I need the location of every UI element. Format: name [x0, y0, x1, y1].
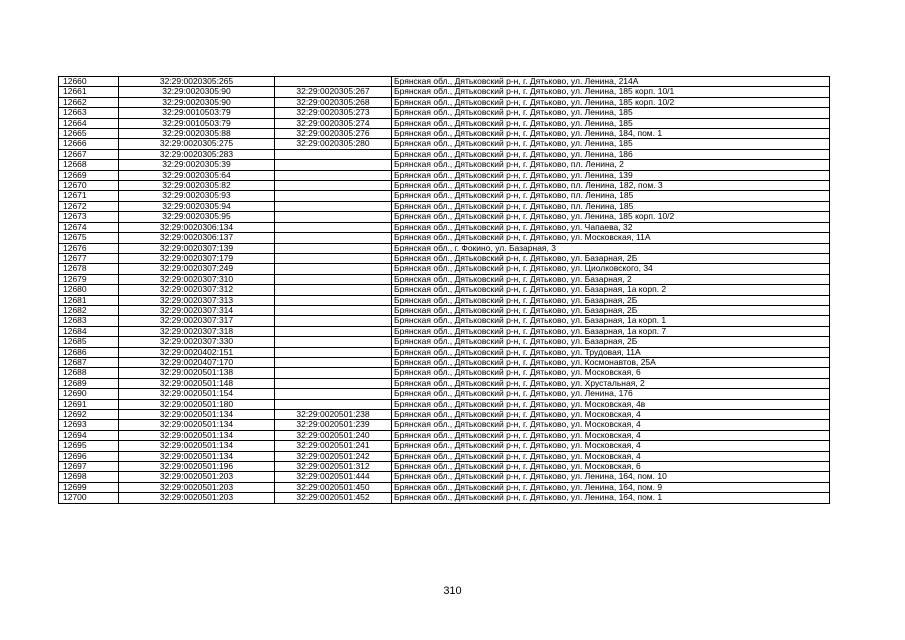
address-cell: Брянская обл., Дятьковский р-н, г. Дятьково, ул. Базарная, 2Б: [392, 253, 830, 263]
cadastral-number-cell: 32:29:0020501:138: [119, 368, 275, 378]
parent-cadastral-number-cell: 32:29:0020501:242: [275, 451, 392, 461]
address-cell: Брянская обл., Дятьковский р-н, г. Дятьково, ул. Циолковского, 34: [392, 264, 830, 274]
row-number-cell: 12680: [59, 285, 119, 295]
table-row: [59, 410, 830, 420]
parent-cadastral-number-cell: [275, 181, 392, 191]
cadastral-number-cell: 32:29:0020305:283: [119, 149, 275, 159]
parent-cadastral-number-cell: [275, 368, 392, 378]
address-cell: Брянская обл., Дятьковский р-н, г. Дятьково, ул. Чапаева, 32: [392, 222, 830, 232]
address-cell: Брянская обл., Дятьковский р-н, г. Дятьково, ул. Ленина, 184, пом. 1: [392, 129, 830, 139]
table-row: [59, 243, 830, 253]
cadastral-number-cell: 32:29:0020307:312: [119, 285, 275, 295]
address-cell: Брянская обл., г. Фокино, ул. Базарная, 3: [392, 243, 830, 253]
cadastral-number-cell: 32:29:0020305:88: [119, 129, 275, 139]
row-number-cell: 12670: [59, 181, 119, 191]
cadastral-number-cell: 32:29:0020501:148: [119, 378, 275, 388]
parent-cadastral-number-cell: [275, 316, 392, 326]
table-row: [59, 181, 830, 191]
parent-cadastral-number-cell: [275, 399, 392, 409]
cadastral-number-cell: 32:29:0020305:93: [119, 191, 275, 201]
cadastral-number-cell: 32:29:0020305:95: [119, 212, 275, 222]
address-cell: Брянская обл., Дятьковский р-н, г. Дятьково, ул. Ленина, 185 корп. 10/2: [392, 212, 830, 222]
parent-cadastral-number-cell: [275, 222, 392, 232]
parent-cadastral-number-cell: 32:29:0020501:240: [275, 430, 392, 440]
address-cell: Брянская обл., Дятьковский р-н, г. Дятьково, ул. Базарная, 2Б: [392, 305, 830, 315]
table-row: [59, 420, 830, 430]
address-cell: Брянская обл., Дятьковский р-н, г. Дятьково, ул. Московская, 4: [392, 430, 830, 440]
row-number-cell: 12668: [59, 160, 119, 170]
row-number-cell: 12694: [59, 430, 119, 440]
row-number-cell: 12691: [59, 399, 119, 409]
address-cell: Брянская обл., Дятьковский р-н, г. Дятьково, ул. Ленина, 176: [392, 389, 830, 399]
parent-cadastral-number-cell: [275, 170, 392, 180]
cadastral-number-cell: 32:29:0020305:64: [119, 170, 275, 180]
cadastral-number-cell: 32:29:0020307:249: [119, 264, 275, 274]
address-cell: Брянская обл., Дятьковский р-н, г. Дятьково, ул. Московская, 4: [392, 451, 830, 461]
address-cell: Брянская обл., Дятьковский р-н, г. Дятьково, ул. Ленина, 164, пом. 10: [392, 472, 830, 482]
cadastral-number-cell: 32:29:0020501:134: [119, 441, 275, 451]
row-number-cell: 12666: [59, 139, 119, 149]
cadastral-number-cell: 32:29:0020307:313: [119, 295, 275, 305]
address-cell: Брянская обл., Дятьковский р-н, г. Дятьково, пл. Ленина, 182, пом. 3: [392, 181, 830, 191]
parent-cadastral-number-cell: 32:29:0020501:238: [275, 410, 392, 420]
table-row: [59, 253, 830, 263]
row-number-cell: 12682: [59, 305, 119, 315]
row-number-cell: 12664: [59, 118, 119, 128]
cadastral-number-cell: 32:29:0020501:203: [119, 493, 275, 503]
cadastral-number-cell: 32:29:0020501:180: [119, 399, 275, 409]
row-number-cell: 12684: [59, 326, 119, 336]
row-number-cell: 12677: [59, 253, 119, 263]
row-number-cell: 12672: [59, 201, 119, 211]
cadastral-number-cell: 32:29:0020307:314: [119, 305, 275, 315]
address-cell: Брянская обл., Дятьковский р-н, г. Дятьково, ул. Московская, 6: [392, 368, 830, 378]
parent-cadastral-number-cell: [275, 264, 392, 274]
cadastral-number-cell: 32:29:0020501:134: [119, 420, 275, 430]
table-row: [59, 399, 830, 409]
address-cell: Брянская обл., Дятьковский р-н, г. Дятьково, пл. Ленина, 185: [392, 201, 830, 211]
cadastral-number-cell: 32:29:0020501:134: [119, 451, 275, 461]
row-number-cell: 12689: [59, 378, 119, 388]
parent-cadastral-number-cell: 32:29:0020501:312: [275, 462, 392, 472]
parent-cadastral-number-cell: 32:29:0020305:273: [275, 108, 392, 118]
address-cell: Брянская обл., Дятьковский р-н, г. Дятьково, ул. Ленина, 139: [392, 170, 830, 180]
table-row: [59, 378, 830, 388]
parent-cadastral-number-cell: 32:29:0020501:444: [275, 472, 392, 482]
table-row: [59, 462, 830, 472]
table-row: [59, 295, 830, 305]
table-row: [59, 472, 830, 482]
parent-cadastral-number-cell: 32:29:0020305:274: [275, 118, 392, 128]
address-cell: Брянская обл., Дятьковский р-н, г. Дятьково, пл. Ленина, 2: [392, 160, 830, 170]
cadastral-number-cell: 32:29:0020307:330: [119, 337, 275, 347]
row-number-cell: 12693: [59, 420, 119, 430]
row-number-cell: 12696: [59, 451, 119, 461]
parent-cadastral-number-cell: 32:29:0020305:268: [275, 97, 392, 107]
table-row: [59, 347, 830, 357]
row-number-cell: 12688: [59, 368, 119, 378]
table-row: [59, 482, 830, 492]
address-cell: Брянская обл., Дятьковский р-н, г. Дятьково, ул. Базарная, 1а корп. 2: [392, 285, 830, 295]
address-cell: Брянская обл., Дятьковский р-н, г. Дятьково, ул. Московская, 4: [392, 410, 830, 420]
cadastral-number-cell: 32:29:0020501:203: [119, 472, 275, 482]
parent-cadastral-number-cell: [275, 233, 392, 243]
cadastral-number-cell: 32:29:0020407:170: [119, 357, 275, 367]
cadastral-number-cell: 32:29:0020307:317: [119, 316, 275, 326]
cadastral-number-cell: 32:29:0020501:196: [119, 462, 275, 472]
row-number-cell: 12686: [59, 347, 119, 357]
cadastral-number-cell: 32:29:0020305:90: [119, 87, 275, 97]
parent-cadastral-number-cell: 32:29:0020305:276: [275, 129, 392, 139]
table-row: [59, 368, 830, 378]
row-number-cell: 12697: [59, 462, 119, 472]
cadastral-number-cell: 32:29:0020402:151: [119, 347, 275, 357]
parent-cadastral-number-cell: 32:29:0020305:267: [275, 87, 392, 97]
table-row: [59, 139, 830, 149]
parent-cadastral-number-cell: [275, 295, 392, 305]
table-row: [59, 160, 830, 170]
cadastral-number-cell: 32:29:0020501:154: [119, 389, 275, 399]
address-cell: Брянская обл., Дятьковский р-н, г. Дятьково, ул. Ленина, 185: [392, 108, 830, 118]
cadastral-number-cell: 32:29:0020305:94: [119, 201, 275, 211]
row-number-cell: 12674: [59, 222, 119, 232]
table-row: [59, 108, 830, 118]
table-row: [59, 149, 830, 159]
row-number-cell: 12692: [59, 410, 119, 420]
row-number-cell: 12676: [59, 243, 119, 253]
page-number: 310: [443, 585, 462, 597]
address-cell: Брянская обл., Дятьковский р-н, г. Дятьково, ул. Московская, 4в: [392, 399, 830, 409]
table-row: [59, 87, 830, 97]
cadastral-number-cell: 32:29:0020501:203: [119, 482, 275, 492]
cadastral-number-cell: 32:29:0020306:137: [119, 233, 275, 243]
parent-cadastral-number-cell: [275, 337, 392, 347]
table-row: [59, 441, 830, 451]
address-cell: Брянская обл., Дятьковский р-н, г. Дятьково, ул. Ленина, 214А: [392, 77, 830, 87]
parent-cadastral-number-cell: [275, 253, 392, 263]
parent-cadastral-number-cell: [275, 357, 392, 367]
parent-cadastral-number-cell: 32:29:0020501:450: [275, 482, 392, 492]
parent-cadastral-number-cell: [275, 326, 392, 336]
address-cell: Брянская обл., Дятьковский р-н, г. Дятьково, ул. Ленина, 185: [392, 118, 830, 128]
row-number-cell: 12687: [59, 357, 119, 367]
cadastral-table: [58, 76, 830, 504]
row-number-cell: 12660: [59, 77, 119, 87]
table-row: [59, 389, 830, 399]
row-number-cell: 12695: [59, 441, 119, 451]
row-number-cell: 12698: [59, 472, 119, 482]
address-cell: Брянская обл., Дятьковский р-н, г. Дятьково, ул. Базарная, 2Б: [392, 337, 830, 347]
table-row: [59, 316, 830, 326]
table-row: [59, 129, 830, 139]
cadastral-number-cell: 32:29:0010503:79: [119, 108, 275, 118]
table-row: [59, 451, 830, 461]
row-number-cell: 12673: [59, 212, 119, 222]
row-number-cell: 12662: [59, 97, 119, 107]
table-row: [59, 430, 830, 440]
cadastral-number-cell: 32:29:0020306:134: [119, 222, 275, 232]
parent-cadastral-number-cell: [275, 305, 392, 315]
address-cell: Брянская обл., Дятьковский р-н, г. Дятьково, ул. Ленина, 186: [392, 149, 830, 159]
address-cell: Брянская обл., Дятьковский р-н, г. Дятьково, ул. Московская, 4: [392, 420, 830, 430]
table-row: [59, 264, 830, 274]
row-number-cell: 12663: [59, 108, 119, 118]
address-cell: Брянская обл., Дятьковский р-н, г. Дятьково, ул. Ленина, 185 корп. 10/2: [392, 97, 830, 107]
table-row: [59, 212, 830, 222]
table-row: [59, 233, 830, 243]
address-cell: Брянская обл., Дятьковский р-н, г. Дятьково, ул. Ленина, 185 корп. 10/1: [392, 87, 830, 97]
row-number-cell: 12681: [59, 295, 119, 305]
row-number-cell: 12678: [59, 264, 119, 274]
row-number-cell: 12690: [59, 389, 119, 399]
cadastral-number-cell: 32:29:0020307:139: [119, 243, 275, 253]
parent-cadastral-number-cell: [275, 160, 392, 170]
table-row: [59, 357, 830, 367]
parent-cadastral-number-cell: [275, 191, 392, 201]
parent-cadastral-number-cell: [275, 347, 392, 357]
table-row: [59, 274, 830, 284]
address-cell: Брянская обл., Дятьковский р-н, г. Дятьково, ул. Базарная, 2Б: [392, 295, 830, 305]
parent-cadastral-number-cell: [275, 274, 392, 284]
cadastral-number-cell: 32:29:0020305:82: [119, 181, 275, 191]
parent-cadastral-number-cell: [275, 285, 392, 295]
address-cell: Брянская обл., Дятьковский р-н, г. Дятьково, ул. Базарная, 2: [392, 274, 830, 284]
cadastral-number-cell: 32:29:0020305:39: [119, 160, 275, 170]
cadastral-number-cell: 32:29:0020501:134: [119, 430, 275, 440]
address-cell: Брянская обл., Дятьковский р-н, г. Дятьково, ул. Трудовая, 11А: [392, 347, 830, 357]
cadastral-number-cell: 32:29:0020307:318: [119, 326, 275, 336]
table-row: [59, 285, 830, 295]
address-cell: Брянская обл., Дятьковский р-н, г. Дятьково, ул. Базарная, 1а корп. 1: [392, 316, 830, 326]
table-row: [59, 305, 830, 315]
table-row: [59, 191, 830, 201]
parent-cadastral-number-cell: [275, 212, 392, 222]
cadastral-number-cell: 32:29:0020307:179: [119, 253, 275, 263]
row-number-cell: 12675: [59, 233, 119, 243]
address-cell: Брянская обл., Дятьковский р-н, г. Дятьково, ул. Базарная, 1а корп. 7: [392, 326, 830, 336]
address-cell: Брянская обл., Дятьковский р-н, г. Дятьково, ул. Московская, 4: [392, 441, 830, 451]
parent-cadastral-number-cell: 32:29:0020305:280: [275, 139, 392, 149]
row-number-cell: 12669: [59, 170, 119, 180]
cadastral-number-cell: 32:29:0020305:275: [119, 139, 275, 149]
row-number-cell: 12665: [59, 129, 119, 139]
parent-cadastral-number-cell: [275, 378, 392, 388]
row-number-cell: 12683: [59, 316, 119, 326]
parent-cadastral-number-cell: 32:29:0020501:239: [275, 420, 392, 430]
parent-cadastral-number-cell: [275, 201, 392, 211]
cadastral-number-cell: 32:29:0020305:265: [119, 77, 275, 87]
cadastral-number-cell: 32:29:0020501:134: [119, 410, 275, 420]
address-cell: Брянская обл., Дятьковский р-н, г. Дятьково, ул. Ленина, 164, пом. 1: [392, 493, 830, 503]
row-number-cell: 12700: [59, 493, 119, 503]
row-number-cell: 12667: [59, 149, 119, 159]
table-row: [59, 97, 830, 107]
table-row: [59, 170, 830, 180]
row-number-cell: 12661: [59, 87, 119, 97]
address-cell: Брянская обл., Дятьковский р-н, г. Дятьково, ул. Хрустальная, 2: [392, 378, 830, 388]
cadastral-number-cell: 32:29:0020307:310: [119, 274, 275, 284]
table-row: [59, 337, 830, 347]
row-number-cell: 12685: [59, 337, 119, 347]
row-number-cell: 12699: [59, 482, 119, 492]
address-cell: Брянская обл., Дятьковский р-н, г. Дятьково, пл. Ленина, 185: [392, 191, 830, 201]
table-row: [59, 493, 830, 503]
address-cell: Брянская обл., Дятьковский р-н, г. Дятьково, ул. Космонавтов, 25А: [392, 357, 830, 367]
table-row: [59, 201, 830, 211]
address-cell: Брянская обл., Дятьковский р-н, г. Дятьково, ул. Ленина, 185: [392, 139, 830, 149]
address-cell: Брянская обл., Дятьковский р-н, г. Дятьково, ул. Московская, 6: [392, 462, 830, 472]
table-body: [59, 77, 830, 504]
parent-cadastral-number-cell: [275, 149, 392, 159]
table-row: [59, 77, 830, 87]
row-number-cell: 12679: [59, 274, 119, 284]
parent-cadastral-number-cell: [275, 77, 392, 87]
table-row: [59, 118, 830, 128]
parent-cadastral-number-cell: [275, 389, 392, 399]
address-cell: Брянская обл., Дятьковский р-н, г. Дятьково, ул. Ленина, 164, пом. 9: [392, 482, 830, 492]
row-number-cell: 12671: [59, 191, 119, 201]
parent-cadastral-number-cell: 32:29:0020501:241: [275, 441, 392, 451]
table-row: [59, 326, 830, 336]
table-row: [59, 222, 830, 232]
parent-cadastral-number-cell: [275, 243, 392, 253]
cadastral-number-cell: 32:29:0010503:79: [119, 118, 275, 128]
address-cell: Брянская обл., Дятьковский р-н, г. Дятьково, ул. Московская, 11А: [392, 233, 830, 243]
parent-cadastral-number-cell: 32:29:0020501:452: [275, 493, 392, 503]
cadastral-number-cell: 32:29:0020305:90: [119, 97, 275, 107]
